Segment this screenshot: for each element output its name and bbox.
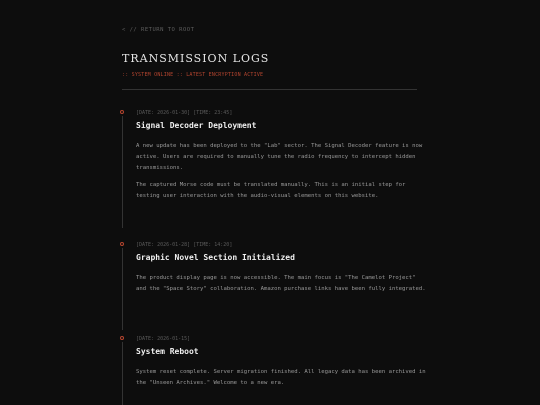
entry-paragraph: A new update has been deployed to the "Lab" sector. The Signal Decoder feature is now active. Users are required to manually tune the radio frequency to intercept hidden transmissions. [136,143,423,171]
entry-body [136,273,426,301]
log-entry-signal-decoder [122,110,422,240]
timeline-dot-icon [120,110,124,114]
log-entry-graphic-novel [122,242,426,332]
entry-paragraph: The product display page is now accessible. The main focus is "The Camelot Project" and the "Space Story" collaboration. Amazon purchase links have been fully integrated. [136,275,426,292]
header-divider [122,89,417,90]
page-title: TRANSMISSION LOGS [122,52,270,65]
entry-body [136,141,426,208]
entry-paragraph: The captured Morse code must be translated manually. This is an initial step for testing user interaction with the audio-visual elements on this website. [136,182,406,199]
entry-title: Signal Decoder Deployment [136,121,257,130]
timeline-line [122,248,123,330]
entry-title: System Reboot [136,347,199,356]
timeline-dot-icon [120,336,124,340]
entry-meta: [DATE: 2026-01-28] [TIME: 14:20] [136,242,233,248]
timeline-line [122,116,123,228]
entry-body [136,367,426,395]
entry-paragraph: System reset complete. Server migration finished. All legacy data has been archived in the "Unseen Archives." Welcome to a new era. [136,369,426,386]
entry-title: Graphic Novel Section Initialized [136,253,295,262]
entry-meta: [DATE: 2026-01-30] [TIME: 23:45] [136,110,233,116]
entry-meta: [DATE: 2026-01-15] [136,336,191,342]
log-entry-system-reboot [122,336,426,405]
return-to-root-link[interactable]: < // RETURN TO ROOT [122,27,195,33]
timeline-dot-icon [120,242,124,246]
system-status-line: :: SYSTEM ONLINE :: LATEST ENCRYPTION ACTIVE [122,72,264,78]
timeline-line [122,342,123,405]
